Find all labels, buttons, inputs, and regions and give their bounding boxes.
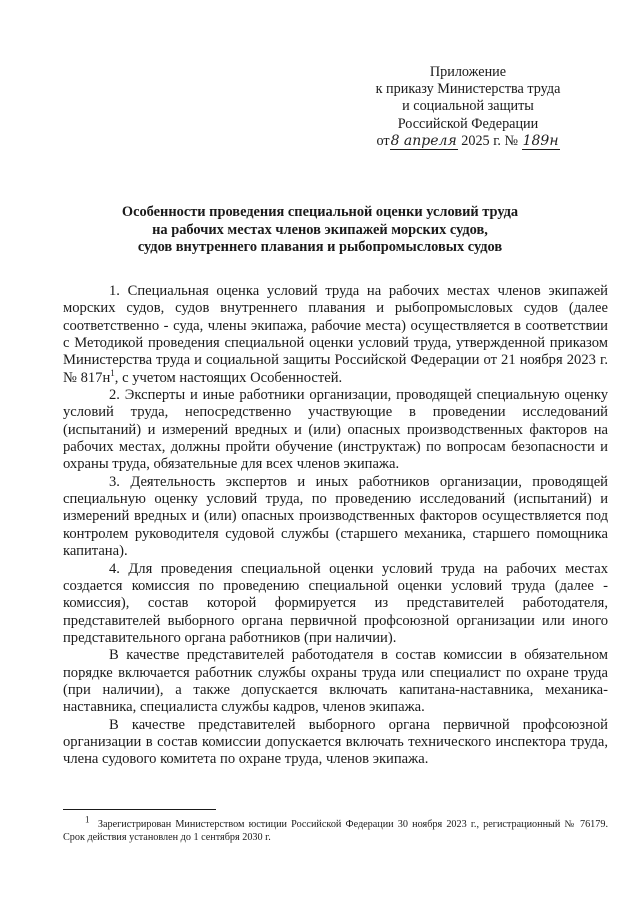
date-middle: 2025 г. №	[461, 132, 519, 149]
paragraph-4: 4. Для проведения специальной оценки условий труда на рабочих местах создается комиссия по проведению специальной оценки условий труда (далее - комиссия), состав которой формируется из представителей работодателя, представителей выборного органа первичной профсоюзной организации или иного представительного органа работников (при наличии).	[63, 560, 608, 646]
footnote-marker: 1	[85, 814, 90, 825]
appendix-header	[356, 64, 580, 150]
paragraph-1-tail: , с учетом настоящих Особенностей.	[114, 369, 343, 386]
paragraph-3: 3. Деятельность экспертов и иных работников организации, проводящей специальную оценку условий труда, по проведению исследований (испытаний) и измерений вредных и (или) опасных производственных факторов осуществляется под контролем руководителя судовой службы (старшего механика, старшего помощника капитана).	[63, 473, 608, 560]
handwritten-date: 8 апреля	[390, 132, 457, 149]
document-title	[60, 204, 580, 257]
header-line-federation: Российской Федерации	[397, 115, 539, 132]
paragraph-2: 2. Эксперты и иные работники организации, проводящей специальную оценку условий труда, непосредственно участвующие в проведении исследований (испытаний) и измерений вредных и (или) опасных производственных факторов на рабочих местах, должны пройти обучение (инструктаж) по вопросам безопасности и охраны труда, обязательные для всех членов экипажа.	[63, 387, 608, 473]
paragraph-6: В качестве представителей выборного органа первичной профсоюзной организации в состав комиссии допускается включать технического инспектора труда, члена судового комитета по охране труда, членов экипажа.	[63, 716, 608, 768]
paragraph-1	[63, 283, 608, 387]
handwritten-order-number: 189н	[522, 132, 559, 149]
header-line-appendix: Приложение	[429, 64, 507, 80]
header-date-line	[356, 133, 580, 150]
paragraph-1-text: 1. Специальная оценка условий труда на рабочих местах членов экипажей морских судов, судов внутреннего плавания и рыбопромысловых судов (далее соответственно - суда, члены экипажа, рабочие места) осуществляется в соответствии с Методикой проведения специальной оценки условий труда, утвержденной приказом Министерства труда и социальной защиты Российской Федерации от 21 ноября 2023 г. № 817н	[63, 283, 608, 386]
date-prefix: от	[376, 132, 390, 149]
footnote-reference: 1	[110, 367, 115, 378]
header-line-order: к приказу Министерства труда	[375, 81, 561, 98]
title-line-1: Особенности проведения специальной оценки условий труда	[121, 204, 519, 220]
document-body	[63, 283, 608, 769]
footnote-text: Зарегистрирован Министерством юстиции Российской Федерации 30 ноября 2023 г., регистрационный № 76179. Срок действия установлен до 1 сентября 2030 г.	[63, 819, 609, 843]
title-line-3: судов внутреннего плавания и рыбопромысловых судов	[137, 239, 503, 256]
footnote	[63, 814, 609, 844]
header-line-social: и социальной защиты	[402, 98, 534, 115]
footnote-separator	[63, 809, 216, 810]
footnote-text-block	[63, 814, 609, 844]
paragraph-5: В качестве представителей работодателя в состав комиссии в обязательном порядке включается работник службы охраны труда или специалист по охране труда (при наличии), а также допускается включать капитана-наставника, механика-наставника, специалиста службы кадров, членов экипажа.	[63, 647, 608, 716]
title-line-2: на рабочих местах членов экипажей морских судов,	[152, 221, 488, 238]
